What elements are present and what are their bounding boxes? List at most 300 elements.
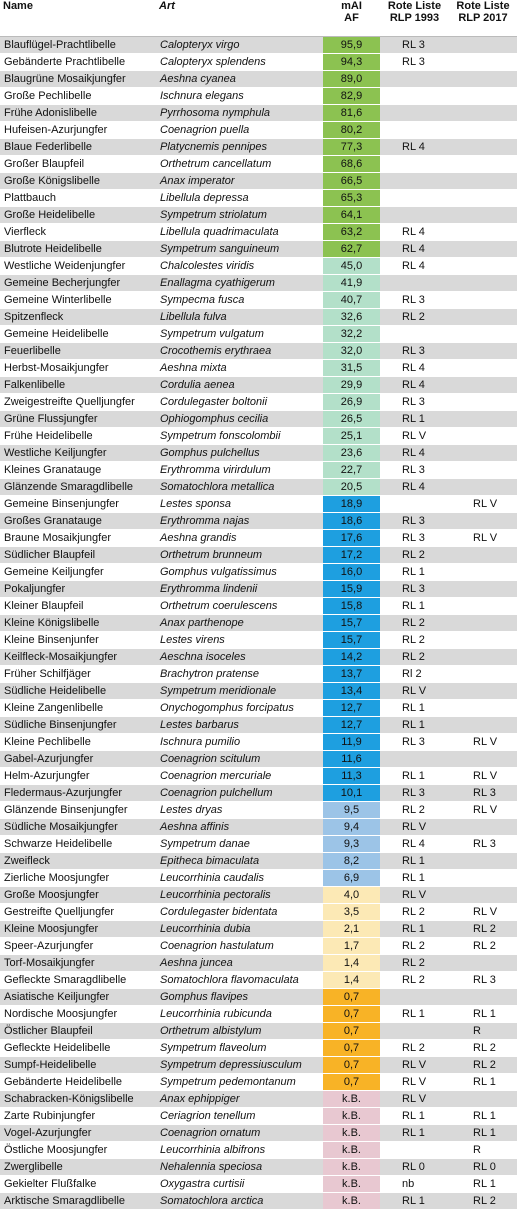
header-mai-line1: mAI — [326, 0, 377, 12]
red-list-2017 — [449, 326, 517, 343]
species-latin-name: Brachytron pratense — [156, 666, 323, 683]
table-row — [0, 513, 517, 530]
red-list-1993: RL 3 — [380, 54, 449, 71]
red-list-1993: RL 1 — [380, 921, 449, 938]
species-common-name: Glänzende Smaragdlibelle — [0, 479, 156, 496]
table-row — [0, 360, 517, 377]
mai-value: 10,1 — [323, 785, 380, 802]
mai-value: 15,8 — [323, 598, 380, 615]
red-list-2017 — [449, 649, 517, 666]
red-list-2017 — [449, 479, 517, 496]
red-list-2017 — [449, 955, 517, 972]
table-row — [0, 326, 517, 343]
species-latin-name: Aeshna mixta — [156, 360, 323, 377]
table-row — [0, 377, 517, 394]
mai-value: 13,4 — [323, 683, 380, 700]
red-list-1993: RL 2 — [380, 309, 449, 326]
red-list-1993 — [380, 190, 449, 207]
species-common-name: Frühe Adonislibelle — [0, 105, 156, 122]
red-list-1993: RL V — [380, 1057, 449, 1074]
species-common-name: Gemeine Binsenjungfer — [0, 496, 156, 513]
red-list-1993: RL 3 — [380, 292, 449, 309]
table-row — [0, 394, 517, 411]
mai-value: 25,1 — [323, 428, 380, 445]
mai-value: 0,7 — [323, 1023, 380, 1040]
mai-value: 15,7 — [323, 615, 380, 632]
table-row — [0, 1040, 517, 1057]
table-row — [0, 700, 517, 717]
mai-value: 1,7 — [323, 938, 380, 955]
mai-value: 11,3 — [323, 768, 380, 785]
red-list-1993 — [380, 326, 449, 343]
species-latin-name: Somatochlora arctica — [156, 1193, 323, 1209]
mai-value: 6,9 — [323, 870, 380, 887]
species-latin-name: Sympetrum fonscolombii — [156, 428, 323, 445]
species-common-name: Gabel-Azurjungfer — [0, 751, 156, 768]
species-latin-name: Orthetrum albistylum — [156, 1023, 323, 1040]
red-list-1993: RL V — [380, 1074, 449, 1091]
species-common-name: Westliche Keiljungfer — [0, 445, 156, 462]
species-latin-name: Sympetrum pedemontanum — [156, 1074, 323, 1091]
red-list-2017 — [449, 71, 517, 88]
table-row — [0, 1074, 517, 1091]
species-latin-name: Cordulia aenea — [156, 377, 323, 394]
mai-value: 17,2 — [323, 547, 380, 564]
species-common-name: Kleine Königslibelle — [0, 615, 156, 632]
red-list-2017 — [449, 207, 517, 224]
table-row — [0, 122, 517, 139]
table-row — [0, 224, 517, 241]
mai-value: 32,2 — [323, 326, 380, 343]
mai-value: 26,5 — [323, 411, 380, 428]
species-latin-name: Libellula depressa — [156, 190, 323, 207]
species-latin-name: Sympetrum sanguineum — [156, 241, 323, 258]
header-art — [156, 0, 323, 37]
red-list-2017 — [449, 632, 517, 649]
species-latin-name: Coenagrion puella — [156, 122, 323, 139]
red-list-1993: RL 4 — [380, 241, 449, 258]
red-list-2017 — [449, 683, 517, 700]
species-latin-name: Lestes virens — [156, 632, 323, 649]
species-latin-name: Sympecma fusca — [156, 292, 323, 309]
mai-value: 9,3 — [323, 836, 380, 853]
mai-value: 45,0 — [323, 258, 380, 275]
species-latin-name: Aeschna isoceles — [156, 649, 323, 666]
red-list-2017 — [449, 88, 517, 105]
species-common-name: Zweigestreifte Quelljungfer — [0, 394, 156, 411]
mai-value: 4,0 — [323, 887, 380, 904]
mai-value: 1,4 — [323, 955, 380, 972]
species-common-name: Südliche Mosaikjungfer — [0, 819, 156, 836]
red-list-1993: RL V — [380, 428, 449, 445]
species-latin-name: Erythromma virirdulum — [156, 462, 323, 479]
table-row — [0, 649, 517, 666]
red-list-2017 — [449, 54, 517, 71]
red-list-1993: RL 4 — [380, 360, 449, 377]
red-list-1993: nb — [380, 1176, 449, 1193]
red-list-2017 — [449, 190, 517, 207]
mai-value: k.B. — [323, 1125, 380, 1142]
species-latin-name: Chalcolestes viridis — [156, 258, 323, 275]
species-latin-name: Lestes dryas — [156, 802, 323, 819]
table-row — [0, 258, 517, 275]
table-row — [0, 921, 517, 938]
mai-value: 77,3 — [323, 139, 380, 156]
red-list-2017: RL 2 — [449, 1057, 517, 1074]
species-latin-name: Anax parthenope — [156, 615, 323, 632]
red-list-1993: RL 2 — [380, 938, 449, 955]
red-list-1993: RL 1 — [380, 1108, 449, 1125]
species-common-name: Schwarze Heidelibelle — [0, 836, 156, 853]
species-common-name: Gekielter Flußfalke — [0, 1176, 156, 1193]
red-list-1993: RL 3 — [380, 394, 449, 411]
red-list-2017 — [449, 462, 517, 479]
table-row — [0, 751, 517, 768]
mai-value: 9,4 — [323, 819, 380, 836]
red-list-1993: RL 1 — [380, 564, 449, 581]
species-common-name: Blaugrüne Mosaikjungfer — [0, 71, 156, 88]
red-list-1993 — [380, 173, 449, 190]
table-row — [0, 241, 517, 258]
species-common-name: Kleine Zangenlibelle — [0, 700, 156, 717]
mai-value: 80,2 — [323, 122, 380, 139]
red-list-2017: RL V — [449, 734, 517, 751]
table-row — [0, 1176, 517, 1193]
table-row — [0, 836, 517, 853]
mai-value: 14,2 — [323, 649, 380, 666]
red-list-2017 — [449, 666, 517, 683]
species-common-name: Herbst-Mosaikjungfer — [0, 360, 156, 377]
species-latin-name: Somatochlora metallica — [156, 479, 323, 496]
red-list-1993 — [380, 275, 449, 292]
red-list-1993: RL V — [380, 683, 449, 700]
species-common-name: Westliche Weidenjungfer — [0, 258, 156, 275]
red-list-1993 — [380, 1142, 449, 1159]
species-latin-name: Lestes barbarus — [156, 717, 323, 734]
table-row — [0, 88, 517, 105]
red-list-2017: RL V — [449, 530, 517, 547]
species-common-name: Fledermaus-Azurjungfer — [0, 785, 156, 802]
species-latin-name: Oxygastra curtisii — [156, 1176, 323, 1193]
table-row — [0, 190, 517, 207]
species-common-name: Südliche Heidelibelle — [0, 683, 156, 700]
red-list-1993: RL 1 — [380, 1125, 449, 1142]
table-row — [0, 1125, 517, 1142]
red-list-2017: RL 2 — [449, 1193, 517, 1209]
mai-value: 29,9 — [323, 377, 380, 394]
table-row — [0, 802, 517, 819]
red-list-1993: RL 2 — [380, 972, 449, 989]
header-rl1993-line1: Rote Liste — [383, 0, 446, 12]
species-common-name: Pokaljungfer — [0, 581, 156, 598]
species-common-name: Glänzende Binsenjungfer — [0, 802, 156, 819]
species-latin-name: Aeshna cyanea — [156, 71, 323, 88]
red-list-2017 — [449, 717, 517, 734]
species-latin-name: Onychogomphus forcipatus — [156, 700, 323, 717]
table-row — [0, 496, 517, 513]
mai-value: 15,9 — [323, 581, 380, 598]
red-list-1993: RL 3 — [380, 734, 449, 751]
species-latin-name: Libellula fulva — [156, 309, 323, 326]
species-common-name: Torf-Mosaikjungfer — [0, 955, 156, 972]
species-latin-name: Coenagrion hastulatum — [156, 938, 323, 955]
mai-value: 66,5 — [323, 173, 380, 190]
red-list-2017: RL 3 — [449, 972, 517, 989]
red-list-2017: RL 3 — [449, 785, 517, 802]
red-list-2017 — [449, 819, 517, 836]
species-common-name: Gemeine Becherjungfer — [0, 275, 156, 292]
species-latin-name: Leucorrhinia dubia — [156, 921, 323, 938]
species-latin-name: Sympetrum flaveolum — [156, 1040, 323, 1057]
red-list-2017 — [449, 173, 517, 190]
table-row — [0, 683, 517, 700]
species-latin-name: Coenagrion mercuriale — [156, 768, 323, 785]
red-list-2017 — [449, 343, 517, 360]
table-row — [0, 105, 517, 122]
red-list-2017: RL V — [449, 904, 517, 921]
red-list-1993 — [380, 1023, 449, 1040]
red-list-2017 — [449, 258, 517, 275]
red-list-1993: RL 3 — [380, 513, 449, 530]
species-common-name: Früher Schilfjäger — [0, 666, 156, 683]
species-common-name: Südlicher Blaupfeil — [0, 547, 156, 564]
table-row — [0, 768, 517, 785]
mai-value: 2,1 — [323, 921, 380, 938]
table-row — [0, 173, 517, 190]
red-list-2017 — [449, 581, 517, 598]
table-row — [0, 530, 517, 547]
red-list-2017 — [449, 428, 517, 445]
species-common-name: Nordische Moosjungfer — [0, 1006, 156, 1023]
species-common-name: Vogel-Azurjungfer — [0, 1125, 156, 1142]
species-common-name: Östlicher Blaupfeil — [0, 1023, 156, 1040]
table-row — [0, 666, 517, 683]
red-list-1993 — [380, 156, 449, 173]
red-list-1993: RL 1 — [380, 1193, 449, 1209]
red-list-2017 — [449, 887, 517, 904]
species-latin-name: Coenagrion pulchellum — [156, 785, 323, 802]
header-name-label: Name — [3, 0, 33, 12]
table-row — [0, 989, 517, 1006]
mai-value: 17,6 — [323, 530, 380, 547]
species-common-name: Kleiner Blaupfeil — [0, 598, 156, 615]
mai-value: 65,3 — [323, 190, 380, 207]
mai-value: 0,7 — [323, 1057, 380, 1074]
table-row — [0, 581, 517, 598]
species-latin-name: Aeshna affinis — [156, 819, 323, 836]
red-list-2017: R — [449, 1142, 517, 1159]
species-common-name: Gemeine Winterlibelle — [0, 292, 156, 309]
species-latin-name: Leucorrhinia albifrons — [156, 1142, 323, 1159]
table-row — [0, 819, 517, 836]
red-list-2017 — [449, 564, 517, 581]
species-latin-name: Aeshna grandis — [156, 530, 323, 547]
header-mai-line2: AF — [326, 12, 377, 24]
species-latin-name: Gomphus flavipes — [156, 989, 323, 1006]
mai-value: 16,0 — [323, 564, 380, 581]
red-list-1993: RL V — [380, 819, 449, 836]
red-list-2017 — [449, 156, 517, 173]
red-list-1993: RL 1 — [380, 598, 449, 615]
species-common-name: Gefleckte Heidelibelle — [0, 1040, 156, 1057]
red-list-1993: RL 3 — [380, 37, 449, 54]
species-common-name: Speer-Azurjungfer — [0, 938, 156, 955]
red-list-2017 — [449, 139, 517, 156]
species-latin-name: Sympetrum depressiusculum — [156, 1057, 323, 1074]
mai-value: 13,7 — [323, 666, 380, 683]
table-row — [0, 207, 517, 224]
red-list-2017 — [449, 615, 517, 632]
species-common-name: Gemeine Keiljungfer — [0, 564, 156, 581]
species-latin-name: Anax imperator — [156, 173, 323, 190]
species-common-name: Keilfleck-Mosaikjungfer — [0, 649, 156, 666]
red-list-1993: RL 1 — [380, 870, 449, 887]
red-list-2017 — [449, 598, 517, 615]
red-list-2017: RL 1 — [449, 1006, 517, 1023]
mai-value: 12,7 — [323, 717, 380, 734]
red-list-1993 — [380, 751, 449, 768]
table-row — [0, 1091, 517, 1108]
species-latin-name: Orthetrum coerulescens — [156, 598, 323, 615]
red-list-2017 — [449, 122, 517, 139]
table-row — [0, 938, 517, 955]
red-list-2017 — [449, 1091, 517, 1108]
table-row — [0, 598, 517, 615]
table-row — [0, 428, 517, 445]
header-mai — [323, 0, 380, 37]
red-list-1993: RL V — [380, 1091, 449, 1108]
header-row — [0, 0, 517, 37]
table-row — [0, 887, 517, 904]
table-row — [0, 870, 517, 887]
red-list-1993: RL 2 — [380, 802, 449, 819]
species-common-name: Falkenlibelle — [0, 377, 156, 394]
red-list-2017: R — [449, 1023, 517, 1040]
red-list-2017: RL 0 — [449, 1159, 517, 1176]
species-latin-name: Erythromma lindenii — [156, 581, 323, 598]
mai-value: 11,6 — [323, 751, 380, 768]
red-list-1993: RL 0 — [380, 1159, 449, 1176]
species-latin-name: Coenagrion ornatum — [156, 1125, 323, 1142]
species-latin-name: Platycnemis pennipes — [156, 139, 323, 156]
species-latin-name: Aeshna juncea — [156, 955, 323, 972]
species-common-name: Zarte Rubinjungfer — [0, 1108, 156, 1125]
table-row — [0, 632, 517, 649]
red-list-2017: RL 1 — [449, 1108, 517, 1125]
red-list-2017 — [449, 445, 517, 462]
mai-value: 64,1 — [323, 207, 380, 224]
species-latin-name: Enallagma cyathigerum — [156, 275, 323, 292]
header-rl2017-line2: RLP 2017 — [452, 12, 514, 24]
table-row — [0, 1006, 517, 1023]
red-list-1993: RL 1 — [380, 1006, 449, 1023]
red-list-2017 — [449, 989, 517, 1006]
species-common-name: Feuerlibelle — [0, 343, 156, 360]
mai-value: 41,9 — [323, 275, 380, 292]
red-list-1993: RL 4 — [380, 224, 449, 241]
mai-value: k.B. — [323, 1142, 380, 1159]
red-list-1993: RL 2 — [380, 955, 449, 972]
header-art-label: Art — [159, 0, 175, 12]
species-latin-name: Calopteryx splendens — [156, 54, 323, 71]
table-row — [0, 1108, 517, 1125]
species-latin-name: Ceriagrion tenellum — [156, 1108, 323, 1125]
red-list-2017 — [449, 37, 517, 54]
red-list-2017: RL 2 — [449, 1040, 517, 1057]
table-row — [0, 445, 517, 462]
mai-value: 62,7 — [323, 241, 380, 258]
species-common-name: Große Pechlibelle — [0, 88, 156, 105]
species-common-name: Arktische Smaragdlibelle — [0, 1193, 156, 1209]
species-common-name: Östliche Moosjungfer — [0, 1142, 156, 1159]
red-list-1993 — [380, 207, 449, 224]
red-list-1993: RL 3 — [380, 462, 449, 479]
table-row — [0, 71, 517, 88]
species-latin-name: Libellula quadrimaculata — [156, 224, 323, 241]
red-list-1993: RL 4 — [380, 377, 449, 394]
mai-value: k.B. — [323, 1176, 380, 1193]
red-list-2017 — [449, 360, 517, 377]
red-list-1993: RL 4 — [380, 836, 449, 853]
red-list-1993: RL 4 — [380, 258, 449, 275]
mai-value: 8,2 — [323, 853, 380, 870]
red-list-2017 — [449, 377, 517, 394]
table-row — [0, 853, 517, 870]
mai-value: 68,6 — [323, 156, 380, 173]
red-list-1993: RL 3 — [380, 581, 449, 598]
species-common-name: Zierliche Moosjungfer — [0, 870, 156, 887]
mai-value: 95,9 — [323, 37, 380, 54]
red-list-2017 — [449, 700, 517, 717]
species-common-name: Große Moosjungfer — [0, 887, 156, 904]
mai-value: 0,7 — [323, 1040, 380, 1057]
table-body — [0, 37, 517, 1209]
species-common-name: Kleines Granatauge — [0, 462, 156, 479]
species-common-name: Spitzenfleck — [0, 309, 156, 326]
species-common-name: Gebänderte Prachtlibelle — [0, 54, 156, 71]
red-list-2017 — [449, 411, 517, 428]
red-list-2017 — [449, 870, 517, 887]
red-list-1993: RL 1 — [380, 700, 449, 717]
red-list-1993: RL 2 — [380, 649, 449, 666]
red-list-2017 — [449, 309, 517, 326]
table-row — [0, 411, 517, 428]
mai-value: 31,5 — [323, 360, 380, 377]
mai-value: 89,0 — [323, 71, 380, 88]
table-row — [0, 955, 517, 972]
red-list-1993 — [380, 88, 449, 105]
species-common-name: Braune Mosaikjungfer — [0, 530, 156, 547]
species-latin-name: Leucorrhinia pectoralis — [156, 887, 323, 904]
red-list-1993: RL 1 — [380, 768, 449, 785]
species-latin-name: Orthetrum cancellatum — [156, 156, 323, 173]
red-list-1993 — [380, 496, 449, 513]
header-rl2017-line1: Rote Liste — [452, 0, 514, 12]
species-latin-name: Cordulegaster boltonii — [156, 394, 323, 411]
table-row — [0, 156, 517, 173]
species-common-name: Große Heidelibelle — [0, 207, 156, 224]
species-common-name: Frühe Heidelibelle — [0, 428, 156, 445]
header-rl2017 — [449, 0, 517, 37]
table-row — [0, 785, 517, 802]
table-row — [0, 343, 517, 360]
species-common-name: Blaue Federlibelle — [0, 139, 156, 156]
mai-value: 9,5 — [323, 802, 380, 819]
species-common-name: Gefleckte Smaragdlibelle — [0, 972, 156, 989]
species-common-name: Blauflügel-Prachtlibelle — [0, 37, 156, 54]
species-latin-name: Coenagrion scitulum — [156, 751, 323, 768]
mai-value: 0,7 — [323, 1006, 380, 1023]
